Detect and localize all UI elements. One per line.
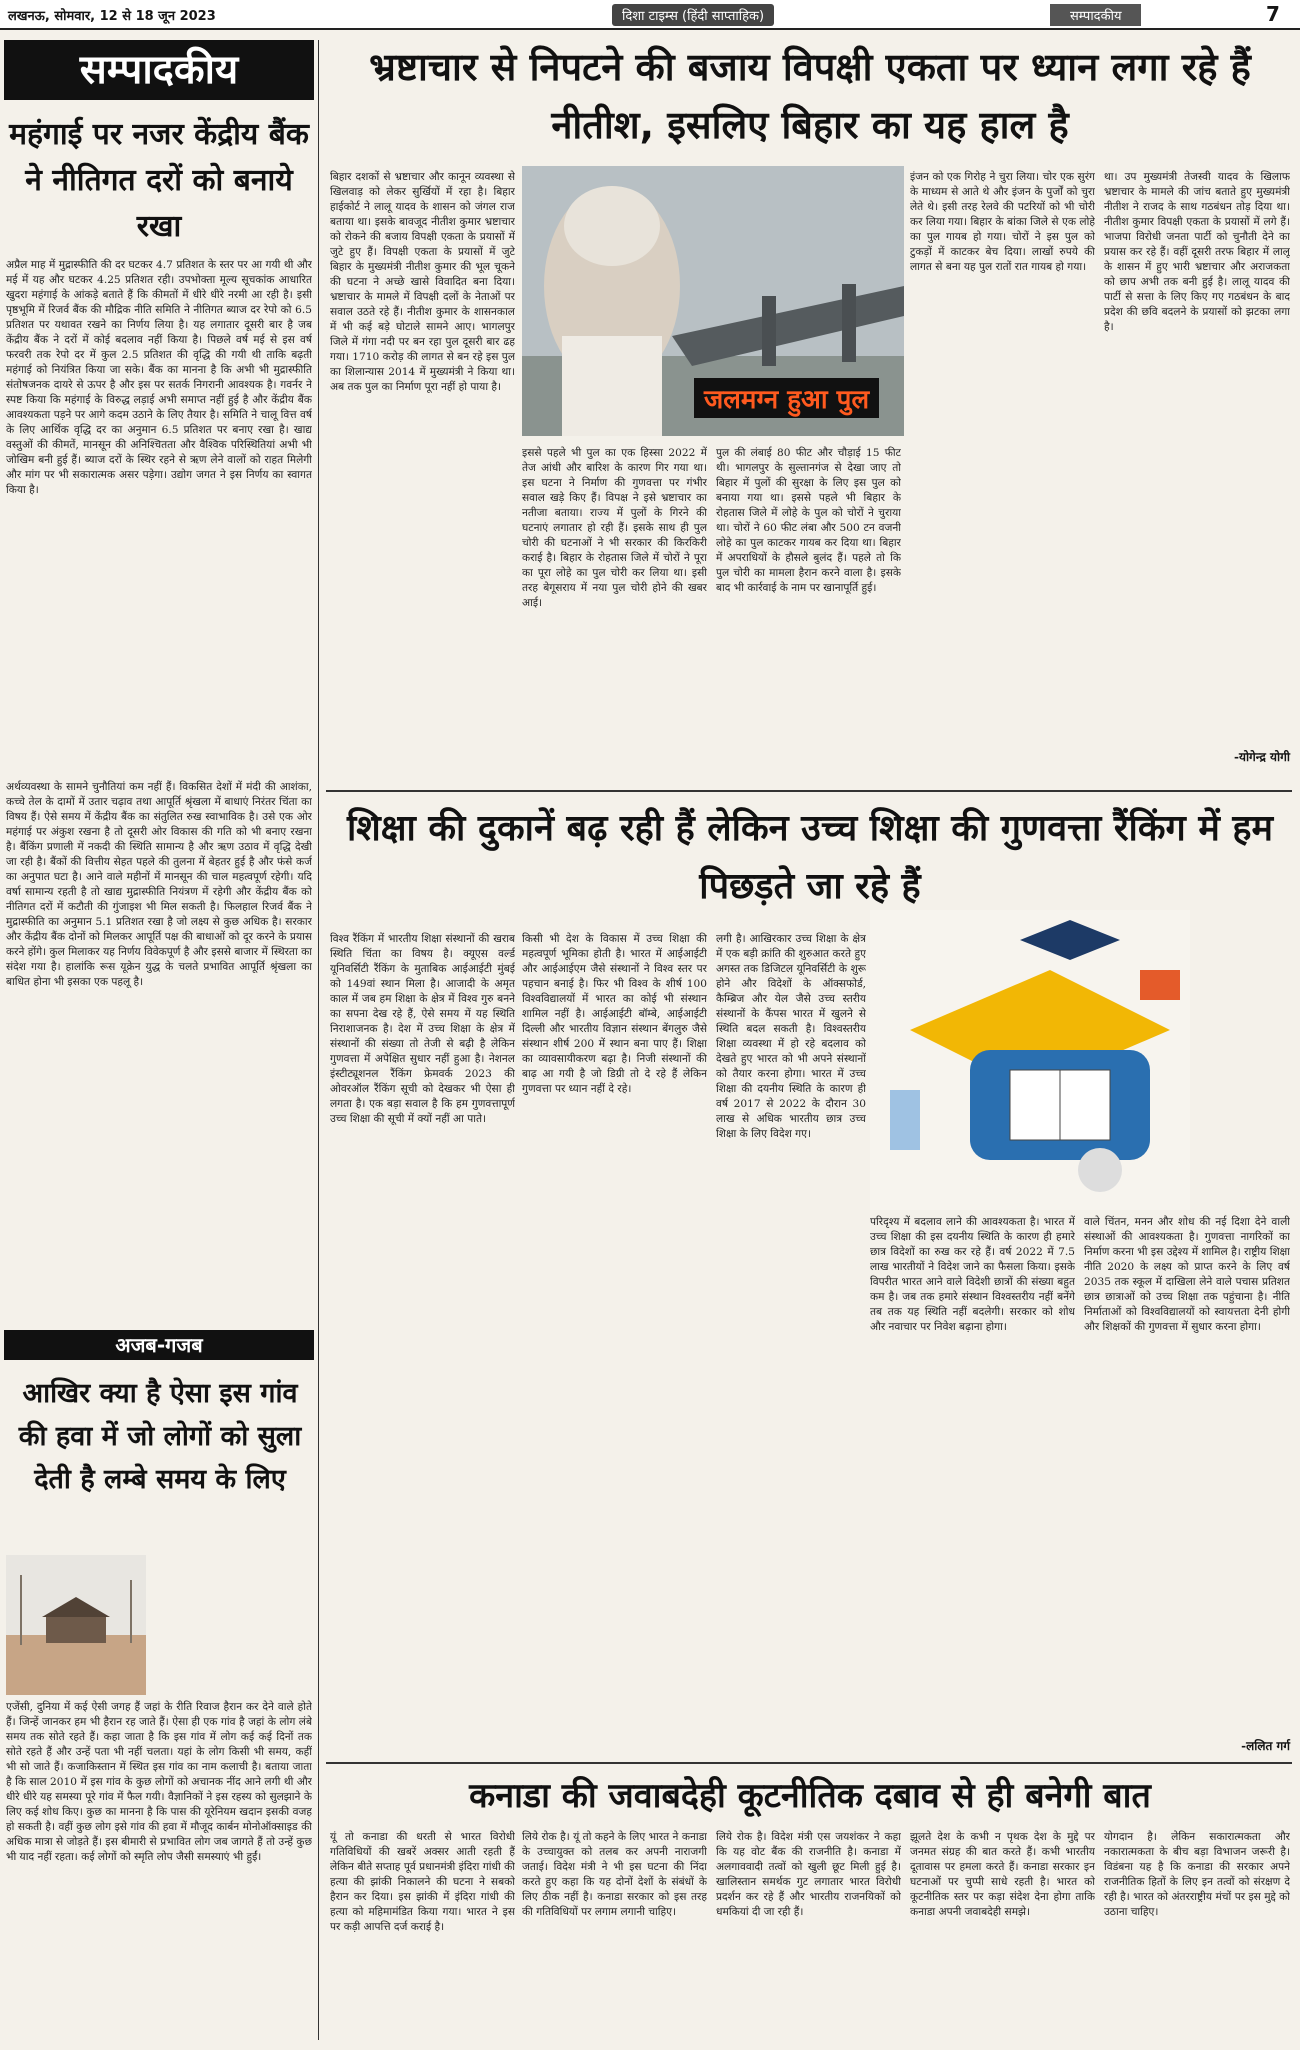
lead-headline: भ्रष्टाचार से निपटने की बजाय विपक्षी एकता पर ध्यान लगा रहे हैं नीतीश, इसलिए बिहार का यह हाल है bbox=[369, 45, 1251, 147]
education-column-1: विश्व रैंकिंग में भारतीय शिक्षा संस्थानों की खराब स्थिति चिंता का विषय है। क्यूएस वर्ल्ड यूनिवर्सिटी रैंकिंग के मुताबिक आईआईटी मुंबई को 149वां स्थान मिला है। आजादी के अमृत काल में जब हम शिक्षा के क्षेत्र में विश्व गुरु बनने का सपना देख रहे हैं, ऐसे समय में यह स्थिति निराशाजनक है। देश में उच्च शिक्षा के क्षेत्र में संस्थानों की संख्या तो तेजी से बढ़ी है लेकिन गुणवत्ता में अपेक्षित सुधार नहीं हुआ है। नेशनल इंस्टीट्यूशनल रैंकिंग फ्रेमवर्क 2023 की ओवरऑल रैंकिंग सूची को देखकर भी ऐसा ही लगता है। एक बड़ा सवाल है कि हम गुणवत्तापूर्ण उच्च शिक्षा की सूची में क्यों नहीं आ पाते। bbox=[330, 933, 515, 1125]
lead-column-3: पुल की लंबाई 80 फीट और चौड़ाई 15 फीट थी। भागलपुर के सुल्तानगंज से देखा जाए तो बिहार में पुलों की सुरक्षा के लिए इस पुल को बनाया गया था। इससे पहले भी बिहार के रोहतास जिले में लोहे के पुल को चोरों ने चुराया था। चोरों ने 60 फीट लंबा और 500 टन वजनी लोहे का पुल काटकर गायब कर दिया था। बिहार में अपराधियों के हौसले बुलंद हैं। पहले तो कि पुल चोरी का मामला हैरान करने वाला है। इसके बाद भी कार्रवाई के नाम पर खानापूर्ति हुई। bbox=[716, 447, 901, 594]
publication-name: दिशा टाइम्स (हिंदी साप्ताहिक) bbox=[612, 4, 774, 26]
canada-headline: कनाडा की जवाबदेही कूटनीतिक दबाव से ही बनेगी बात bbox=[469, 1776, 1151, 1816]
section-label: सम्पादकीय bbox=[1050, 4, 1141, 26]
canada-column-3: लिये रोक है। विदेश मंत्री एस जयशंकर ने कहा कि यह वोट बैंक की राजनीति है। कनाडा में अलगाववादी तत्वों को खुली छूट मिली हुई है। खालिस्तान समर्थक गुट लगातार भारत विरोधी प्रदर्शन कर रहे हैं और भारतीय राजनयिकों को धमकियां दी जा रही हैं। bbox=[716, 1831, 901, 1918]
education-column-3: लगी है। आखिरकार उच्च शिक्षा के क्षेत्र में एक बड़ी क्रांति की शुरुआत करते हुए अगस्त तक डिजिटल यूनिवर्सिटी के शुरू होने और विदेशों के ऑक्सफोर्ड, कैम्ब्रिज और येल जैसे उच्च स्तरीय संस्थानों के कैंपस भारत में खुलने से स्थिति बदल सकती है। विश्वस्तरीय शिक्षा व्यवस्था में हो रहे बदलाव को देखते हुए भारत को भी अपने संस्थानों को तैयार करना होगा। भारत में उच्च शिक्षा की दयनीय स्थिति के कारण ही वर्ष 2017 से 2022 के दौरान 30 लाख से अधिक भारतीय छात्र उच्च शिक्षा के लिए विदेश गए। bbox=[716, 933, 866, 1140]
dateline: लखनऊ, सोमवार, 12 से 18 जून 2023 bbox=[8, 9, 216, 24]
section-divider bbox=[326, 1762, 1292, 1764]
ajab-gajab-body: एजेंसी, दुनिया में कई ऐसी जगह हैं जहां के रीति रिवाज हैरान कर देने वाले होते हैं। जिन्हें जानकर हम भी हैरान रह जाते हैं। ऐसा ही एक गांव है जहां के लोग लंबे समय तक सोते रहते हैं। कहा जाता है कि इस गांव में लोग कई कई दिनों तक सोते रहते हैं और उन्हें पता भी नहीं चलता। यहां के लोग किसी भी समय, कहीं भी सो जाते हैं। कजाकिस्तान में स्थित इस गांव का नाम कलाची है। बताया जाता है कि साल 2010 में इस गांव के कुछ लोगों को अचानक नींद आने लगी थी और धीरे धीरे यह समस्या पूरे गांव में फैल गयी। वैज्ञानिकों ने इस रहस्य को सुलझाने के लिए कई शोध किए। कुछ का मानना है कि पास की यूरेनियम खदान इसकी वजह हो सकती है। वहीं कुछ लोग इसे गांव की हवा में मौजूद कार्बन मोनोऑक्साइड की अधिक मात्रा से जोड़ते हैं। इस बीमारी से प्रभावित लोग जब जागते हैं तो उन्हें कुछ भी याद नहीं रहता। कई लोगों को स्मृति लोप जैसी समस्याएं भी हुईं। bbox=[6, 1701, 312, 1863]
education-column-4: परिदृश्य में बदलाव लाने की आवश्यकता है। भारत में उच्च शिक्षा की इस दयनीय स्थिति के कारण ही हमारे छात्र विदेशों का रुख कर रहे हैं। वर्ष 2022 में 7.5 लाख भारतीयों ने विदेश जाने का फैसला किया। इसके विपरीत भारत आने वाले विदेशी छात्रों की संख्या बहुत कम है। जब तक हमारे संस्थान विश्वस्तरीय नहीं बनेंगे तब तक यह स्थिति नहीं बदलेगी। सरकार को शोध और नवाचार पर निवेश बढ़ाना होगा। bbox=[870, 1216, 1075, 1333]
lead-column-4: इंजन को एक गिरोह ने चुरा लिया। चोर एक सुरंग के माध्यम से आते थे और इंजन के पुर्जों को चुरा लेते थे। इसी तरह रेलवे की पटरियों को भी चोरी कर लिया गया। बिहार के बांका जिले से एक लोहे का पुल गायब हो गया। चोरों ने इस पुल को टुकड़ों में काटकर बेच दिया। लाखों रुपये की लागत से बना यह पुल रातों रात गायब हो गया। bbox=[910, 171, 1095, 273]
editorial-title: महंगाई पर नजर केंद्रीय बैंक ने नीतिगत दरों को बनाये रखा bbox=[9, 117, 309, 244]
lead-byline: -योगेन्द्र योगी bbox=[1234, 750, 1290, 764]
graduation-book-icon bbox=[870, 910, 1190, 1210]
canada-column-1: यूं तो कनाडा की धरती से भारत विरोधी गतिविधियों की खबरें अक्सर आती रहती हैं लेकिन बीते सप्ताह पूर्व प्रधानमंत्री इंदिरा गांधी की हत्या की झांकी निकालने की घटना ने सबको हैरान कर दिया। इस झांकी में इंदिरा गांधी की हत्या को महिमामंडित किया गया। भारत ने इस पर कड़ी आपत्ति दर्ज कराई है। bbox=[330, 1831, 515, 1933]
education-illustration bbox=[870, 910, 1190, 1210]
canada-column-5: योगदान है। लेकिन सकारात्मकता और नकारात्मकता के बीच बड़ा विभाजन जरूरी है। विडंबना यह है कि कनाडा की सरकार अपने राजनीतिक हितों के लिए इन तत्वों को संरक्षण दे रही है। भारत को अंतरराष्ट्रीय मंचों पर इस मुद्दे को उठाना चाहिए। bbox=[1104, 1831, 1290, 1918]
editorial-column-2: अर्थव्यवस्था के सामने चुनौतियां कम नहीं हैं। विकसित देशों में मंदी की आशंका, कच्चे तेल के दामों में उतार चढ़ाव तथा आपूर्ति श्रृंखला में बाधाएं निरंतर चिंता का विषय हैं। ऐसे समय में केंद्रीय बैंक का संतुलित रुख स्वाभाविक है। उसे एक ओर महंगाई पर अंकुश रखना है तो दूसरी ओर विकास की गति को भी बनाए रखना है। बैंकिंग प्रणाली में नकदी की स्थिति सामान्य है और ऋण उठाव में वृद्धि देखी जा रही है। बैंकों की वित्तीय सेहत पहले की तुलना में बेहतर हुई है और फंसे कर्ज का अनुपात घटा है। आने वाले महीनों में मानसून की चाल महत्वपूर्ण रहेगी। यदि वर्षा सामान्य रहती है तो खाद्य मुद्रास्फीति नियंत्रण में रहेगी और केंद्रीय बैंक को नीतिगत दरों में कटौती की गुंजाइश भी मिल सकती है। फिलहाल रिजर्व बैंक ने मुद्रास्फीति का अनुमान 5.1 प्रतिशत रखा है जो लक्ष्य से कुछ अधिक है। सरकार और केंद्रीय बैंक दोनों को मिलकर आपूर्ति पक्ष की बाधाओं को दूर करने के प्रयास करने होंगे। कुल मिलाकर यह निर्णय विवेकपूर्ण है और इससे बाजार में स्थिरता का संदेश गया है। हालांकि रूस यूक्रेन युद्ध के चलते प्रभावित आपूर्ति श्रृंखला का बाधित होना भी इसका एक पहलू है। bbox=[6, 781, 312, 988]
lead-column-5: था। उप मुख्यमंत्री तेजस्वी यादव के खिलाफ भ्रष्टाचार के मामले की जांच बताते हुए मुख्यमंत्री नीतीश ने राजद के साथ गठबंधन तोड़ दिया था। नीतीश कुमार विपक्षी एकता के प्रयासों में लगे हैं। भाजपा विरोधी जनता पार्टी को चुनौती देने का प्रयास कर रहे हैं। वहीं दूसरी तरफ बिहार में लालू के शासन में हुए भारी भ्रष्टाचार और अराजकता को छाप अभी तक बनी हुई है। लालू यादव की पार्टी से सत्ता के लिए किए गए गठबंधन के बाद प्रदेश की छवि बदलने के प्रयासों को झटका लगा है। bbox=[1104, 171, 1290, 333]
village-photo bbox=[6, 1555, 146, 1695]
ajab-gajab-label: अजब-गजब bbox=[4, 1330, 314, 1360]
canada-column-4: झूलते देश के कभी न पृथक देश के मुद्दे पर जनमत संग्रह की बात करते हैं। कभी भारतीय दूतावास पर हमला करते हैं। कनाडा सरकार इन घटनाओं पर चुप्पी साधे रहती है। भारत को कूटनीतिक स्तर पर कड़ा संदेश देना होगा ताकि कनाडा अपनी जवाबदेही समझे। bbox=[910, 1831, 1095, 1918]
column-divider bbox=[318, 40, 319, 2040]
page-number: 7 bbox=[1266, 2, 1280, 26]
editorial-column-1: अप्रैल माह में मुद्रास्फीति की दर घटकर 4.7 प्रतिशत के स्तर पर आ गयी थी और मई में यह और घटकर 4.25 प्रतिशत रही। उपभोक्ता मूल्य सूचकांक आधारित खुदरा महंगाई के आंकड़े बताते हैं कि कीमतों में धीरे धीरे नरमी आ रही है। इसी पृष्ठभूमि में रिजर्व बैंक की मौद्रिक नीति समिति ने नीतिगत ब्याज दर रेपो को 6.5 प्रतिशत पर यथावत रखने का निर्णय लिया है। यह लगातार दूसरी बार है जब केंद्रीय बैंक ने दरों में कोई बदलाव नहीं किया है। पिछले वर्ष मई से इस वर्ष फरवरी तक रेपो दर में कुल 2.5 प्रतिशत की वृद्धि की गयी थी ताकि बढ़ती महंगाई को नियंत्रित किया जा सके। बैंक का मानना है कि अभी भी मुद्रास्फीति संतोषजनक दायरे से ऊपर है और इस पर सतर्क निगरानी आवश्यक है। गवर्नर ने स्पष्ट किया कि महंगाई के विरुद्ध लड़ाई अभी समाप्त नहीं हुई है और केंद्रीय बैंक आवश्यकता पड़ने पर आगे कदम उठाने के लिए तैयार है। समिति ने चालू वित्त वर्ष के लिए आर्थिक वृद्धि दर का अनुमान 6.5 प्रतिशत पर बनाए रखा है। खाद्य वस्तुओं की कीमतें, मानसून की अनिश्चितता और वैश्विक परिस्थितियां अभी भी जोखिम बनी हुई हैं। ब्याज दरों के स्थिर रहने से ऋण लेने वालों को राहत मिलेगी और मांग पर भी सकारात्मक असर पड़ेगा। उद्योग जगत ने इस निर्णय का स्वागत किया है। bbox=[6, 259, 312, 496]
education-headline: शिक्षा की दुकानें बढ़ रही हैं लेकिन उच्च शिक्षा की गुणवत्ता रैंकिंग में हम पिछड़ते जा रहे हैं bbox=[346, 808, 1274, 907]
lead-column-1: बिहार दशकों से भ्रष्टाचार और कानून व्यवस्था से खिलवाड़ को लेकर सुर्खियों में रहा है। बिहार हाईकोर्ट ने लालू यादव के शासन को जंगल राज बताया था। इसके बावजूद नीतीश कुमार भ्रष्टाचार को रोकने की बजाय विपक्षी एकता के प्रयासों में जुटे हुए हैं। विपक्षी एकता के प्रयासों में जुटे बिहार के मुख्यमंत्री नीतीश कुमार की भूल चूकने की घटना ने अच्छे खासे विवादित बना दिया। भ्रष्टाचार के मामले में विपक्षी दलों के नेताओं पर सवाल उठते रहे हैं। नीतीश कुमार के शासनकाल में भी कई बड़े घोटाले सामने आए। भागलपुर जिले में गंगा नदी पर बन रहा पुल दूसरी बार ढह गया। 1710 करोड़ की लागत से बन रहे इस पुल का शिलान्यास 2014 में मुख्यमंत्री ने किया था। अब तक पुल का निर्माण पूरा नहीं हो पाया है। bbox=[330, 171, 515, 393]
photo-caption: जलमग्न हुआ पुल bbox=[694, 378, 879, 418]
canada-column-2: लिये रोक है। यूं तो कहने के लिए भारत ने कनाडा के उच्चायुक्त को तलब कर अपनी नाराजगी जताई। विदेश मंत्री ने भी इस घटना की निंदा करते हुए कहा कि यह दोनों देशों के संबंधों के लिए ठीक नहीं है। कनाडा सरकार को इस तरह की गतिविधियों पर लगाम लगानी चाहिए। bbox=[522, 1831, 707, 1918]
village-scene-icon bbox=[6, 1555, 146, 1695]
ajab-gajab-title: आखिर क्या है ऐसा इस गांव की हवा में जो लोगों को सुला देती है लम्बे समय के लिए bbox=[18, 1378, 302, 1495]
masthead-bar bbox=[0, 0, 1300, 30]
editorial-label: सम्पादकीय bbox=[4, 40, 314, 100]
section-divider bbox=[326, 790, 1292, 792]
education-byline: -ललित गर्ग bbox=[1241, 1739, 1290, 1753]
lead-photo bbox=[522, 166, 904, 436]
lead-column-2: इससे पहले भी पुल का एक हिस्सा 2022 में तेज आंधी और बारिश के कारण गिर गया था। इस घटना ने निर्माण की गुणवत्ता पर गंभीर सवाल खड़े किए हैं। विपक्ष ने इसे भ्रष्टाचार का नतीजा बताया। राज्य में पुलों के गिरने की घटनाएं लगातार हो रही हैं। इसके साथ ही पुल चोरी की घटनाओं ने भी सरकार की किरकिरी कराई है। बिहार के रोहतास जिले में चोरों ने पूरा का पूरा लोहे का पुल चोरी कर लिया था। इसी तरह बेगूसराय में नया पुल चोरी होने की खबर आई। bbox=[522, 447, 707, 609]
education-column-2: किसी भी देश के विकास में उच्च शिक्षा की महत्वपूर्ण भूमिका होती है। भारत में आईआईटी और आईआईएम जैसे संस्थानों ने विश्व स्तर पर पहचान बनाई है। फिर भी विश्व के शीर्ष 100 विश्वविद्यालयों में भारत का कोई भी संस्थान शामिल नहीं है। आईआईटी बॉम्बे, आईआईटी दिल्ली और भारतीय विज्ञान संस्थान बेंगलुरु जैसे संस्थान शीर्ष 200 में स्थान बना पाए हैं। शिक्षा का व्यावसायीकरण बढ़ा है। निजी संस्थानों की बाढ़ आ गयी है जो डिग्री तो दे रहे हैं लेकिन गुणवत्ता पर ध्यान नहीं दे रहे। bbox=[522, 933, 707, 1095]
education-column-5: वाले चिंतन, मनन और शोध की नई दिशा देने वाली संस्थाओं की आवश्यकता है। गुणवत्ता नागरिकों का निर्माण करना भी इस उद्देश्य में शामिल है। राष्ट्रीय शिक्षा नीति 2020 के लक्ष्य को प्राप्त करने के लिए वर्ष 2035 तक स्कूल में दाखिला लेने वाले पचास प्रतिशत छात्र छात्राओं को उच्च शिक्षा तक पहुंचाना है। नीति निर्माताओं को विश्वविद्यालयों को स्वायत्तता देनी होगी और शिक्षकों की गुणवत्ता में सुधार करना होगा। bbox=[1084, 1216, 1290, 1333]
